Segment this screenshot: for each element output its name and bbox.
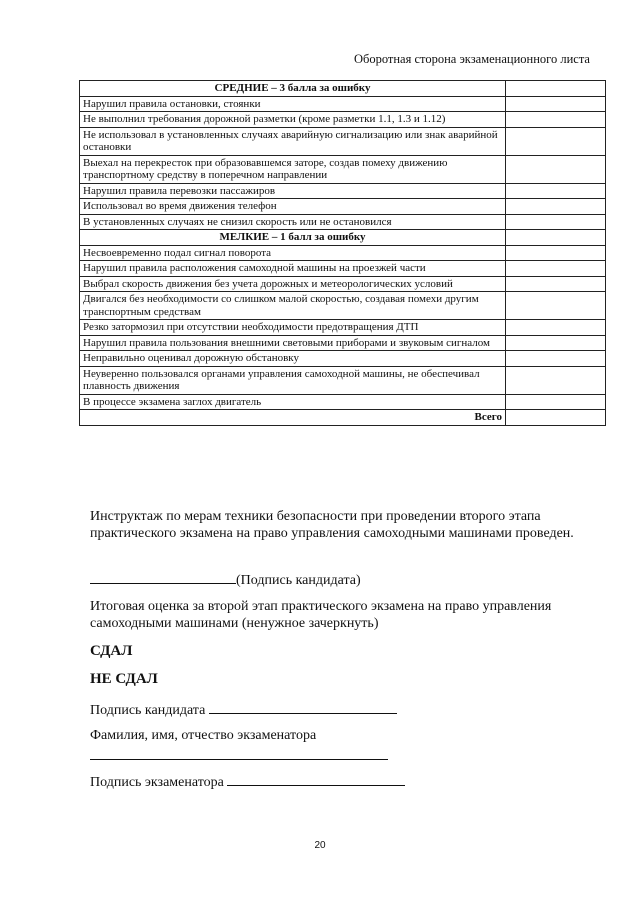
table-row	[80, 183, 606, 199]
score-cell[interactable]	[506, 199, 606, 215]
score-cell[interactable]	[506, 81, 606, 97]
examiner-sign-block	[90, 772, 592, 791]
error-description: Неправильно оценивал дорожную обстановку	[80, 351, 506, 367]
section-row	[80, 81, 606, 97]
score-cell[interactable]	[506, 261, 606, 277]
error-description: Неуверенно пользовался органами управления самоходной машины, не обеспечивал плавность движения	[80, 366, 506, 394]
table-row	[80, 394, 606, 410]
error-description: Не выполнил требования дорожной разметки (кроме разметки 1.1, 1.3 и 1.12)	[80, 112, 506, 128]
failed-option[interactable]: НЕ СДАЛ	[90, 671, 158, 687]
table-row	[80, 245, 606, 261]
table-row	[80, 351, 606, 367]
section-heading: СРЕДНИЕ – 3 балла за ошибку	[80, 81, 506, 97]
page-number: 20	[314, 840, 326, 851]
error-description: В установленных случаях не снизил скорость или не остановился	[80, 214, 506, 230]
errors-table-body	[80, 81, 606, 426]
score-cell[interactable]	[506, 292, 606, 320]
errors-table	[79, 80, 606, 426]
examiner-name-label: Фамилия, имя, отчество экзаменатора	[90, 728, 317, 743]
candidate-signature-line[interactable]	[90, 570, 236, 584]
error-description: Несвоевременно подал сигнал поворота	[80, 245, 506, 261]
table-row	[80, 112, 606, 128]
safety-instruction-text: Инструктаж по мерам техники безопасности при проведении второго этапа практического экзамена на право управления самоходными машинами проведен.	[90, 509, 574, 541]
error-description: В процессе экзамена заглох двигатель	[80, 394, 506, 410]
candidate-sign-line[interactable]	[209, 700, 397, 714]
examiner-name-line[interactable]	[90, 759, 388, 760]
score-cell[interactable]	[506, 245, 606, 261]
table-row	[80, 320, 606, 336]
examiner-sign-line[interactable]	[227, 772, 405, 786]
table-row	[80, 276, 606, 292]
score-cell[interactable]	[506, 366, 606, 394]
table-row	[80, 292, 606, 320]
error-description: Двигался без необходимости со слишком малой скоростью, создавая помехи другим транспортным средствам	[80, 292, 506, 320]
error-description: Выехал на перекресток при образовавшемся заторе, создав помеху движению транспортному средству в поперечном направлении	[80, 155, 506, 183]
table-row	[80, 199, 606, 215]
error-description: Выбрал скорость движения без учета дорожных и метеорологических условий	[80, 276, 506, 292]
error-description: Не использовал в установленных случаях аварийную сигнализацию или знак аварийной остановки	[80, 127, 506, 155]
score-cell[interactable]	[506, 155, 606, 183]
table-row	[80, 155, 606, 183]
candidate-signature-caption: (Подпись кандидата)	[236, 573, 361, 588]
score-cell[interactable]	[506, 276, 606, 292]
examiner-sign-label: Подпись экзаменатора	[90, 775, 224, 790]
total-row	[80, 410, 606, 426]
score-cell[interactable]	[506, 183, 606, 199]
final-grade-text: Итоговая оценка за второй этап практического экзамена на право управления самоходными машинами (ненужное зачеркнуть)	[90, 599, 552, 631]
score-cell[interactable]	[506, 214, 606, 230]
error-description: Использовал во время движения телефон	[80, 199, 506, 215]
passed-option[interactable]: СДАЛ	[90, 643, 133, 659]
candidate-sign-block	[90, 700, 592, 719]
score-cell[interactable]	[506, 112, 606, 128]
error-description: Нарушил правила остановки, стоянки	[80, 96, 506, 112]
table-row	[80, 335, 606, 351]
score-cell[interactable]	[506, 230, 606, 246]
score-cell[interactable]	[506, 320, 606, 336]
score-cell[interactable]	[506, 335, 606, 351]
total-label: Всего	[80, 410, 506, 426]
score-cell[interactable]	[506, 351, 606, 367]
table-row	[80, 366, 606, 394]
section-row	[80, 230, 606, 246]
section-heading: МЕЛКИЕ – 1 балл за ошибку	[80, 230, 506, 246]
table-row	[80, 127, 606, 155]
candidate-sign-label: Подпись кандидата	[90, 703, 206, 718]
score-cell[interactable]	[506, 96, 606, 112]
error-description: Нарушил правила расположения самоходной машины на проезжей части	[80, 261, 506, 277]
score-cell[interactable]	[506, 410, 606, 426]
error-description: Резко затормозил при отсутствии необходимости предотвращения ДТП	[80, 320, 506, 336]
table-row	[80, 261, 606, 277]
error-description: Нарушил правила пользования внешними световыми приборами и звуковым сигналом	[80, 335, 506, 351]
score-cell[interactable]	[506, 127, 606, 155]
page-header: Оборотная сторона экзаменационного листа	[353, 52, 590, 66]
table-row	[80, 96, 606, 112]
error-description: Нарушил правила перевозки пассажиров	[80, 183, 506, 199]
score-cell[interactable]	[506, 394, 606, 410]
table-row	[80, 214, 606, 230]
candidate-signature-block	[90, 570, 592, 589]
